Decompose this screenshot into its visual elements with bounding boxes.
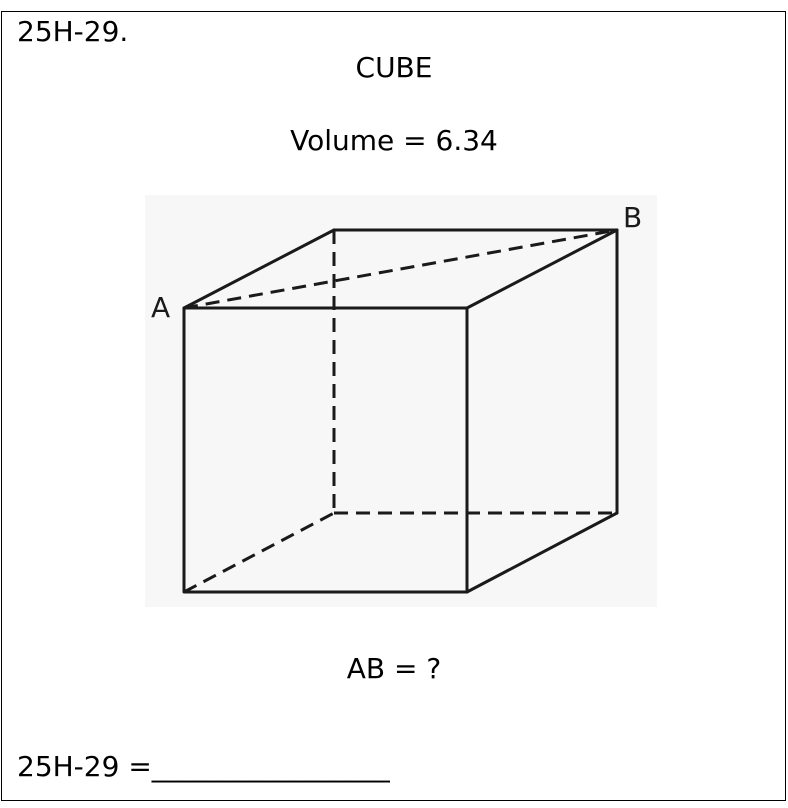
- bottom-right-edge: [467, 513, 617, 592]
- given-volume: Volume = 6.34: [290, 124, 498, 157]
- top-left-edge: [184, 230, 334, 308]
- diagonal-ab: [184, 230, 617, 308]
- cube-diagram: [145, 195, 657, 607]
- problem-number: 25H-29.: [17, 15, 129, 48]
- top-right-edge: [467, 230, 617, 308]
- hidden-bottom-left-edge: [184, 513, 334, 592]
- cube-svg: [145, 195, 657, 607]
- shape-title: CUBE: [355, 51, 433, 84]
- front-face: [184, 308, 467, 592]
- vertex-label-b: B: [623, 201, 643, 234]
- vertex-label-a: A: [151, 291, 171, 324]
- answer-prompt: 25H-29 =_________________: [17, 750, 390, 783]
- question-text: AB = ?: [346, 652, 442, 685]
